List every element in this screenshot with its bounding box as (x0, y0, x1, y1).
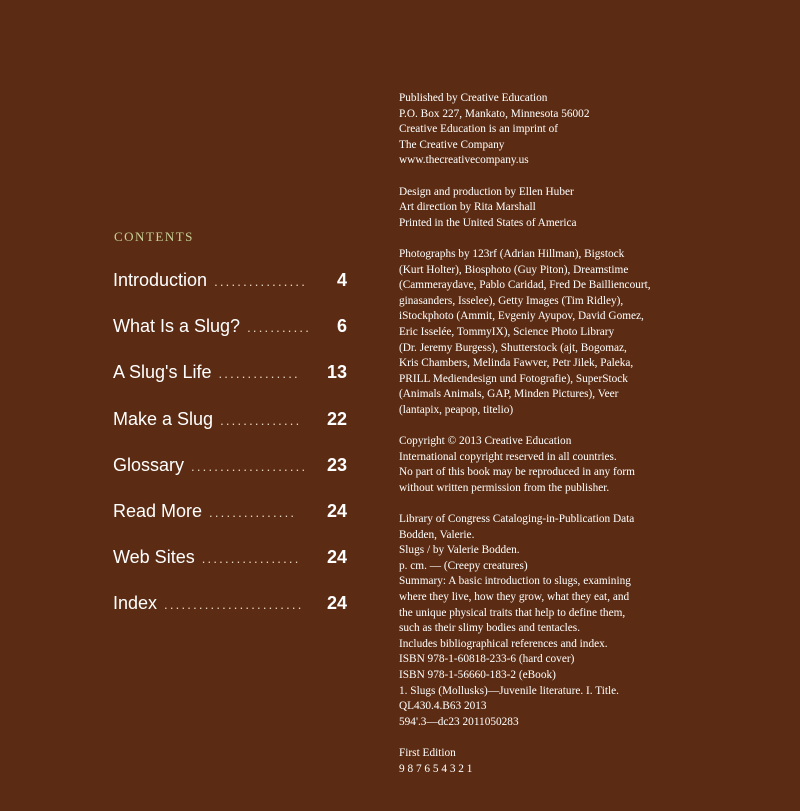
toc-leader-dots: ........... (247, 320, 312, 336)
copyright-line: International copyright reserved in all countries. (399, 450, 617, 463)
cataloging-line: Library of Congress Cataloging-in-Publication Data (399, 513, 635, 526)
toc-entry-page: 23 (326, 454, 347, 475)
edition-info (399, 746, 699, 777)
publisher-info (399, 91, 699, 169)
photo-credit-line: Photographs by 123rf (Adrian Hillman), Bigstock (399, 247, 625, 260)
cataloging-data (399, 512, 699, 730)
toc-entry-page: 24 (326, 500, 347, 521)
toc-entry (113, 501, 347, 547)
photo-credit-line: Eric Isselée, TommyIX), Science Photo Library (399, 325, 615, 338)
publisher-line: Creative Education is an imprint of (399, 123, 559, 136)
toc-entry-title: Read More (113, 500, 203, 521)
toc-entry-page: 24 (326, 547, 347, 568)
contents-heading: CONTENTS (114, 229, 194, 244)
toc-entry (113, 593, 347, 639)
colophon (399, 91, 699, 793)
printing-line: 9 8 7 6 5 4 3 2 1 (399, 762, 473, 775)
photo-credit-line: Kris Chambers, Melinda Fawver, Petr Jilek, Paleka, (399, 357, 634, 370)
cataloging-line: Summary: A basic introduction to slugs, examining (399, 575, 631, 588)
publisher-line: www.thecreativecompany.us (399, 154, 529, 167)
cataloging-line: 1. Slugs (Mollusks)—Juvenile literature. I. Title. (399, 684, 619, 697)
publisher-line: P.O. Box 227, Mankato, Minnesota 56002 (399, 107, 590, 120)
toc-entry-title: Web Sites (113, 547, 195, 568)
production-line: Printed in the United States of America (399, 216, 577, 229)
toc-entry (113, 316, 347, 362)
publisher-line: The Creative Company (399, 138, 505, 151)
toc-leader-dots: ............... (209, 504, 297, 520)
toc-entry-title: What Is a Slug? (113, 316, 241, 337)
toc-entry (113, 362, 347, 408)
toc-leader-dots: .................... (191, 458, 308, 474)
toc-entry (113, 455, 347, 501)
photo-credit-line: ginasanders, Isselee), Getty Images (Tim Ridley), (399, 294, 624, 307)
edition-line: First Edition (399, 746, 456, 759)
production-line: Design and production by Ellen Huber (399, 185, 574, 198)
photo-credit-line: PRILL Mediendesign und Fotografie), SuperStock (399, 372, 628, 385)
toc-entry-page: 13 (326, 362, 347, 383)
cataloging-line: Slugs / by Valerie Bodden. (399, 544, 520, 557)
copyright-line: Copyright © 2013 Creative Education (399, 435, 572, 448)
photo-credit-line: (Cammeraydave, Pablo Caridad, Fred De Bailliencourt, (399, 279, 651, 292)
cataloging-line: p. cm. — (Creepy creatures) (399, 559, 528, 572)
toc-entry-title: Glossary (113, 454, 185, 475)
photo-credit-line: (Kurt Holter), Biosphoto (Guy Piton), Dreamstime (399, 263, 629, 276)
production-credits (399, 185, 699, 232)
toc-leader-dots: ................. (201, 551, 301, 567)
photo-credit-line: (Dr. Jeremy Burgess), Shutterstock (ajt, Bogomaz, (399, 341, 627, 354)
toc-entry-page: 6 (336, 316, 347, 337)
toc-entry-title: Introduction (113, 270, 208, 290)
cataloging-line: Includes bibliographical references and index. (399, 637, 608, 650)
toc-leader-dots: ........................ (164, 597, 304, 613)
cataloging-line: QL430.4.B63 2013 (399, 700, 487, 713)
toc-entry-page: 4 (336, 270, 347, 290)
cataloging-line: such as their slimy bodies and tentacles. (399, 622, 581, 635)
toc-entry-page: 24 (326, 593, 347, 614)
toc-leader-dots: .............. (220, 412, 302, 428)
toc-entry-title: Make a Slug (113, 408, 214, 429)
cataloging-line: the unique physical traits that help to define them, (399, 606, 626, 619)
toc-entry (113, 547, 347, 593)
cataloging-line: ISBN 978-1-56660-183-2 (eBook) (399, 668, 556, 681)
production-line: Art direction by Rita Marshall (399, 201, 536, 214)
photo-credits (399, 247, 699, 419)
cataloging-line: Bodden, Valerie. (399, 528, 475, 541)
toc-entry (113, 409, 347, 455)
copyright-notice (399, 434, 699, 496)
toc-entry-title: Index (113, 593, 158, 614)
toc-entry-title: A Slug's Life (113, 362, 212, 383)
cataloging-line: ISBN 978-1-60818-233-6 (hard cover) (399, 653, 575, 666)
copyright-line: without written permission from the publisher. (399, 481, 610, 494)
photo-credit-line: (Animals Animals, GAP, Minden Pictures), Veer (399, 388, 619, 401)
publisher-line: Published by Creative Education (399, 92, 548, 104)
cataloging-line: 594'.3—dc23 2011050283 (399, 715, 519, 728)
cataloging-line: where they live, how they grow, what they eat, and (399, 591, 630, 603)
photo-credit-line: (lantapix, peapop, titelio) (399, 403, 514, 416)
toc-entry-page: 22 (326, 408, 347, 429)
toc-entry (113, 270, 347, 316)
toc-leader-dots: .............. (218, 366, 300, 382)
copyright-line: No part of this book may be reproduced in any form (399, 466, 635, 479)
photo-credit-line: iStockphoto (Ammit, Evgeniy Ayupov, David Gomez, (399, 310, 644, 323)
table-of-contents (113, 270, 347, 640)
toc-leader-dots: ................ (214, 274, 308, 289)
